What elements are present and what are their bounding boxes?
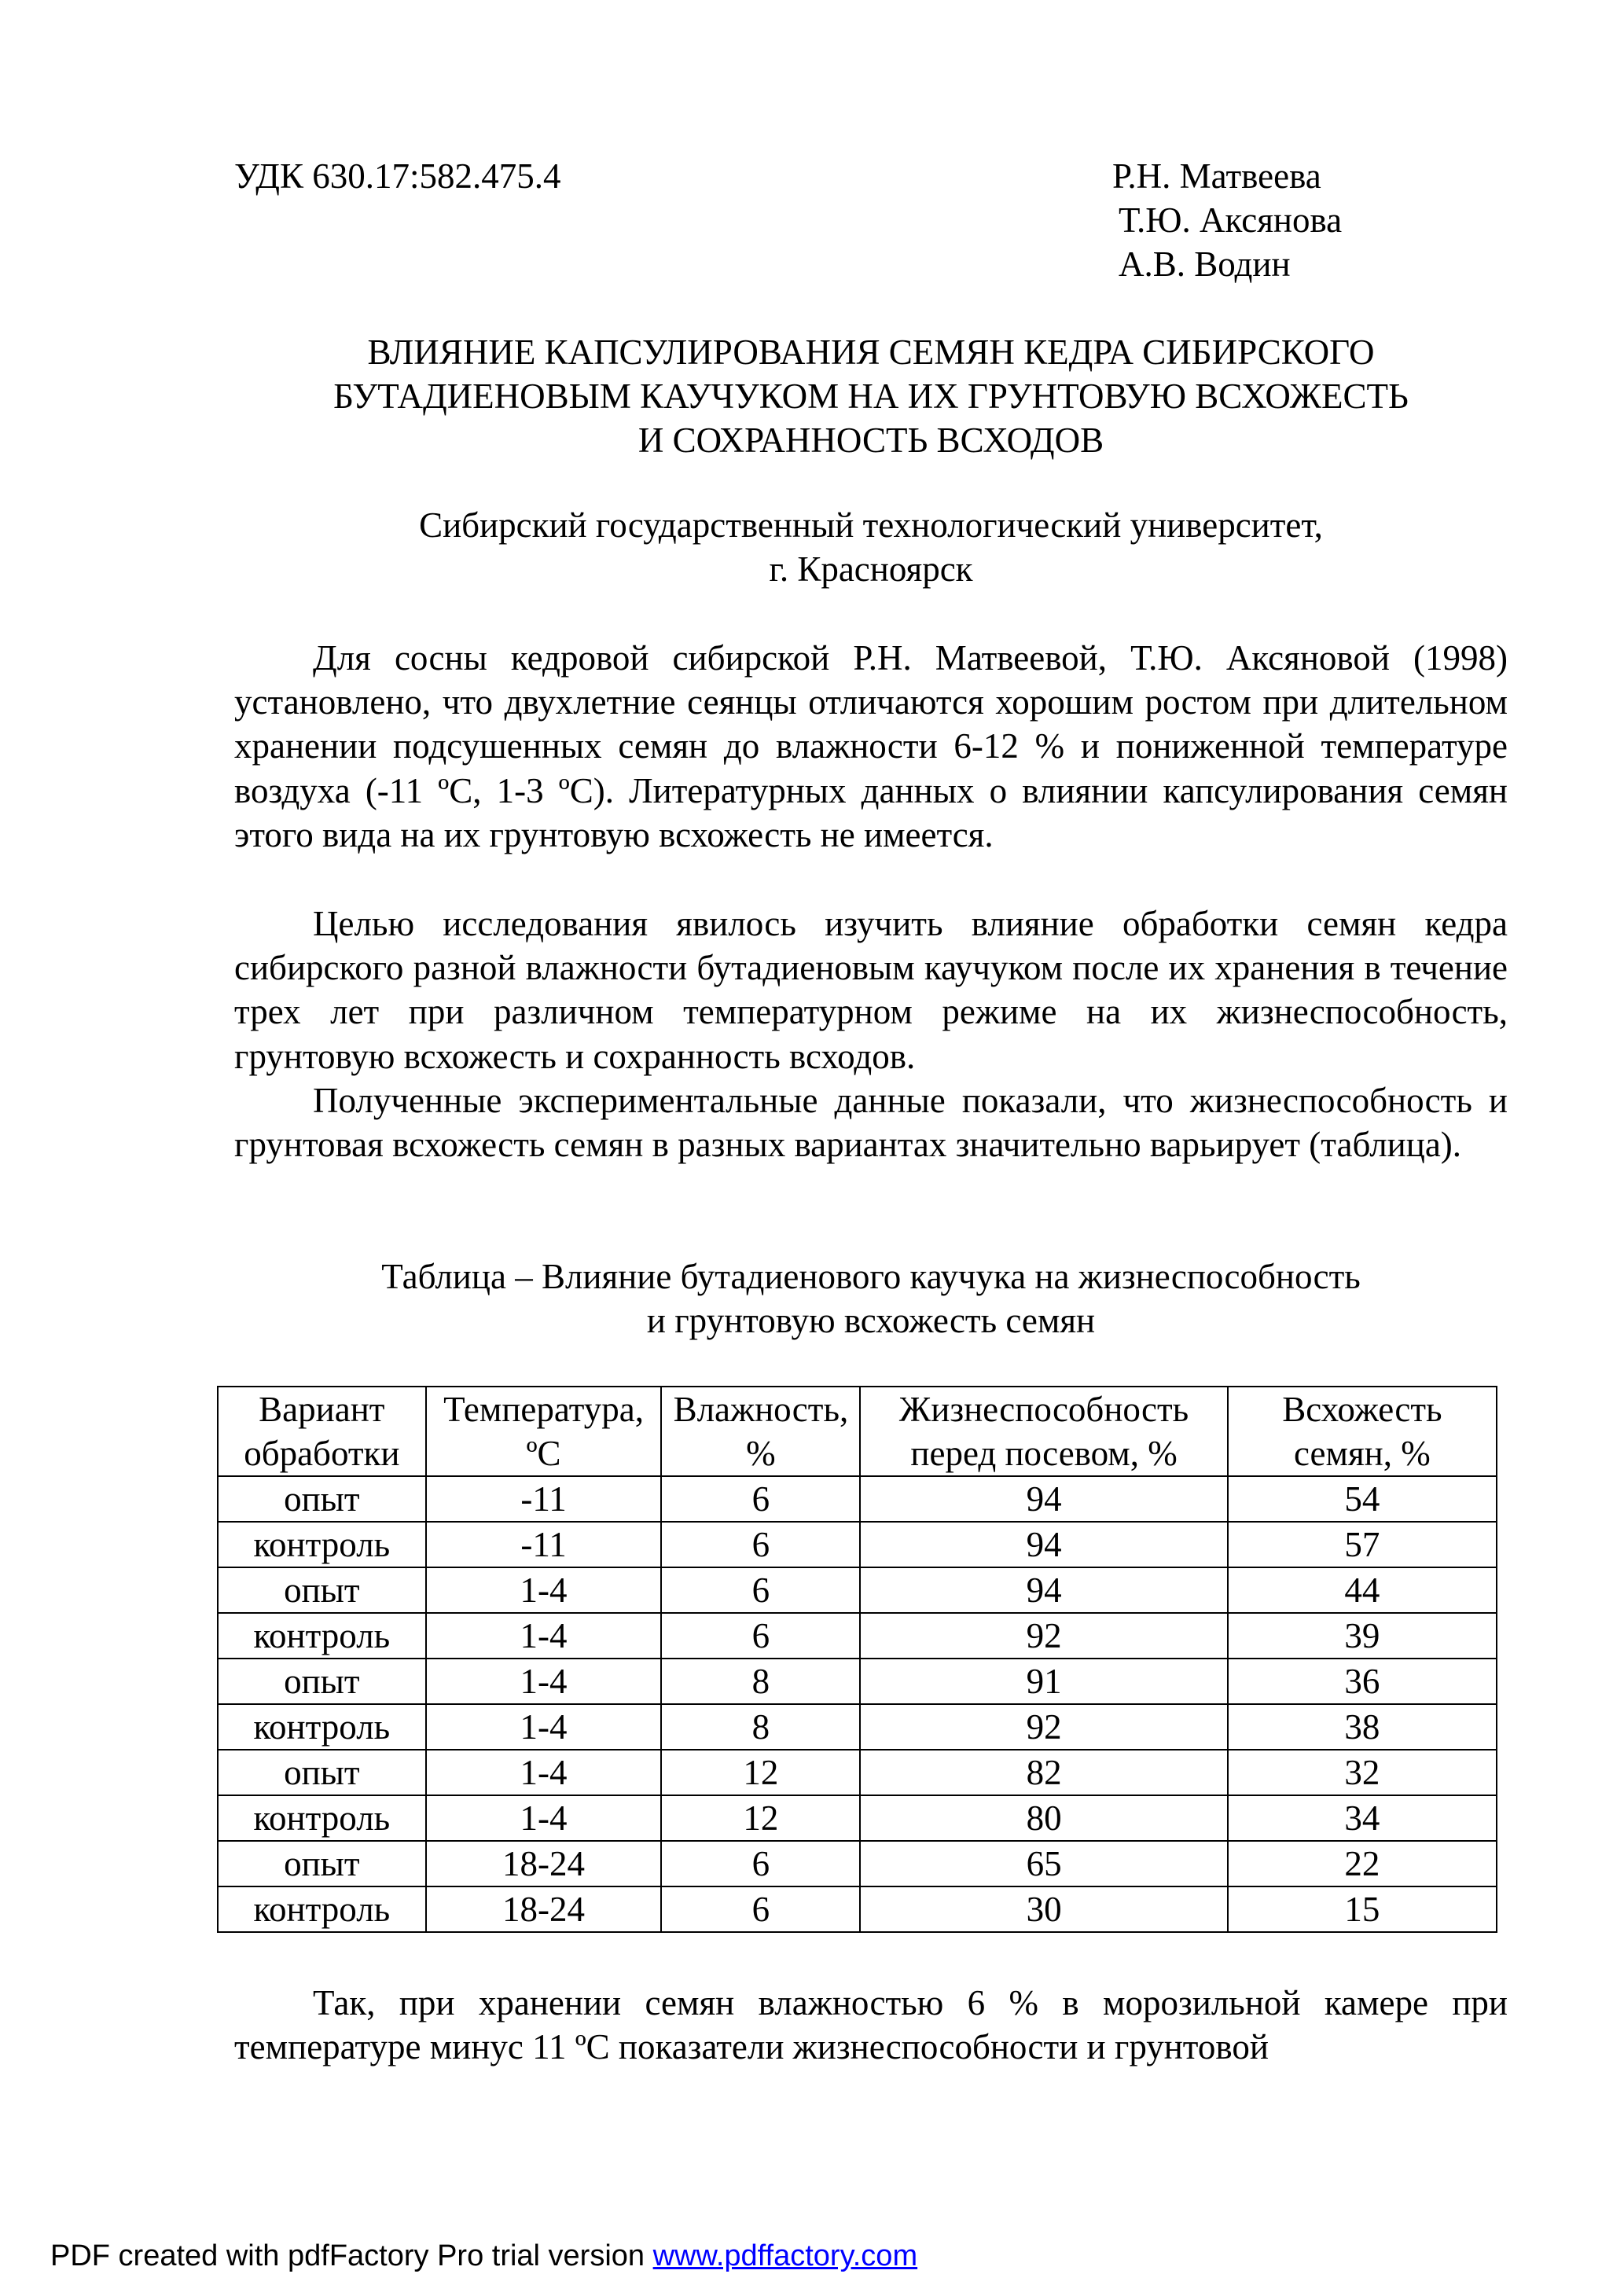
column-header: Влажность, % [661, 1387, 860, 1476]
table-cell: 94 [860, 1567, 1227, 1613]
paragraph [234, 1981, 1508, 2069]
table-cell: -11 [426, 1522, 662, 1567]
table-cell: 39 [1228, 1613, 1497, 1659]
table-cell: 6 [661, 1841, 860, 1886]
table-row [218, 1704, 1497, 1750]
column-header: Жизнеспособность перед посевом, % [860, 1387, 1227, 1476]
table-cell: 32 [1228, 1750, 1497, 1795]
table-cell: контроль [218, 1613, 426, 1659]
table-cell: 1-4 [426, 1567, 662, 1613]
table-cell: 18-24 [426, 1886, 662, 1932]
title-line: И СОХРАННОСТЬ ВСХОДОВ [637, 421, 1104, 460]
paragraph-text: Целью исследования явилось изучить влияние обработки семян кедра сибирского разной влажности бутадиеновым каучуком после их хранения в течение трех лет при различном температурном режиме на их жизнеспособность, грунтовую всхожесть и сохранность всходов. [234, 904, 1508, 1076]
table-cell: контроль [218, 1704, 426, 1750]
table-cell: 92 [860, 1704, 1227, 1750]
paragraph-text: Для сосны кедровой сибирской Р.Н. Матвеевой, Т.Ю. Аксяновой (1998) установлено, что двухлетние сеянцы отличаются хорошим ростом при длительном хранении подсушенных семян до влажности 6-12 % и пониженной температуре воздуха (-11 ºС, 1-3 ºС). Литературных данных о влиянии капсулирования семян этого вида на их грунтовую всхожесть не имеется. [234, 638, 1508, 854]
table-cell: 1-4 [426, 1795, 662, 1841]
table-cell: контроль [218, 1795, 426, 1841]
table-caption [234, 1255, 1508, 1343]
table-cell: 1-4 [426, 1613, 662, 1659]
author-name: Т.Ю. Аксянова [1119, 200, 1343, 240]
table-cell: 82 [860, 1750, 1227, 1795]
table-cell: 18-24 [426, 1841, 662, 1886]
column-header: Всхожесть семян, % [1228, 1387, 1497, 1476]
table-cell: контроль [218, 1522, 426, 1567]
table-cell: 65 [860, 1841, 1227, 1886]
title-line: БУТАДИЕНОВЫМ КАУЧУКОМ НА ИХ ГРУНТОВУЮ ВСХОЖЕСТЬ [333, 377, 1409, 416]
table-caption-line: Таблица – Влияние бутадиенового каучука на жизнеспособность [381, 1257, 1361, 1296]
table-cell: 54 [1228, 1476, 1497, 1522]
footer-link[interactable]: www.pdffactory.com [652, 2239, 918, 2272]
table-cell: 22 [1228, 1841, 1497, 1886]
table-cell: 6 [661, 1886, 860, 1932]
table-cell: опыт [218, 1659, 426, 1704]
title-line: ВЛИЯНИЕ КАПСУЛИРОВАНИЯ СЕМЯН КЕДРА СИБИРСКОГО [367, 332, 1375, 372]
table-cell: опыт [218, 1476, 426, 1522]
table-row [218, 1476, 1497, 1522]
column-header: Температура, ºС [426, 1387, 662, 1476]
author-list [1112, 154, 1342, 286]
affiliation-line: г. Красноярск [769, 549, 973, 589]
table-row [218, 1567, 1497, 1613]
table-cell: 38 [1228, 1704, 1497, 1750]
table-row [218, 1795, 1497, 1841]
table-row [218, 1750, 1497, 1795]
data-table [217, 1386, 1497, 1933]
table-cell: 6 [661, 1522, 860, 1567]
table-row [218, 1613, 1497, 1659]
article-title [234, 330, 1508, 462]
paragraph [234, 902, 1508, 1078]
table-cell: 92 [860, 1613, 1227, 1659]
table-cell: 57 [1228, 1522, 1497, 1567]
paragraph [234, 1078, 1508, 1166]
table-row [218, 1659, 1497, 1704]
table-cell: опыт [218, 1841, 426, 1886]
table-cell: 36 [1228, 1659, 1497, 1704]
column-header: Вариант обработки [218, 1387, 426, 1476]
table-cell: 15 [1228, 1886, 1497, 1932]
table-cell: 12 [661, 1750, 860, 1795]
affiliation [234, 503, 1508, 591]
author-name: Р.Н. Матвеева [1112, 156, 1321, 196]
table-cell: 6 [661, 1476, 860, 1522]
paragraph-text: Так, при хранении семян влажностью 6 % в морозильной камере при температуре минус 11 ºС показатели жизнеспособности и грунтовой [234, 1983, 1508, 2067]
table-cell: 6 [661, 1613, 860, 1659]
table-cell: -11 [426, 1476, 662, 1522]
table-cell: 1-4 [426, 1750, 662, 1795]
pdf-footer [50, 2237, 917, 2275]
paragraph [234, 636, 1508, 857]
table-row [218, 1522, 1497, 1567]
table-cell: 30 [860, 1886, 1227, 1932]
table-cell: опыт [218, 1750, 426, 1795]
table-header-row [218, 1387, 1497, 1476]
table-cell: 80 [860, 1795, 1227, 1841]
table-cell: опыт [218, 1567, 426, 1613]
table-cell: 94 [860, 1522, 1227, 1567]
table-cell: 12 [661, 1795, 860, 1841]
table-cell: 34 [1228, 1795, 1497, 1841]
table-cell: контроль [218, 1886, 426, 1932]
paragraph-text: Полученные экспериментальные данные показали, что жизнеспособность и грунтовая всхожесть семян в разных вариантах значительно варьирует (таблица). [234, 1081, 1508, 1165]
table-cell: 6 [661, 1567, 860, 1613]
table-row [218, 1886, 1497, 1932]
table-cell: 8 [661, 1659, 860, 1704]
table-cell: 44 [1228, 1567, 1497, 1613]
affiliation-line: Сибирский государственный технологический университет, [419, 505, 1323, 545]
table-cell: 8 [661, 1704, 860, 1750]
footer-text: PDF created with pdfFactory Pro trial version [50, 2239, 653, 2272]
author-name: А.В. Водин [1119, 244, 1291, 284]
table-cell: 1-4 [426, 1704, 662, 1750]
table-caption-line: и грунтовую всхожесть семян [646, 1301, 1096, 1340]
table-cell: 94 [860, 1476, 1227, 1522]
table-cell: 91 [860, 1659, 1227, 1704]
table-row [218, 1841, 1497, 1886]
table-cell: 1-4 [426, 1659, 662, 1704]
udk-code: УДК 630.17:582.475.4 [234, 156, 561, 196]
